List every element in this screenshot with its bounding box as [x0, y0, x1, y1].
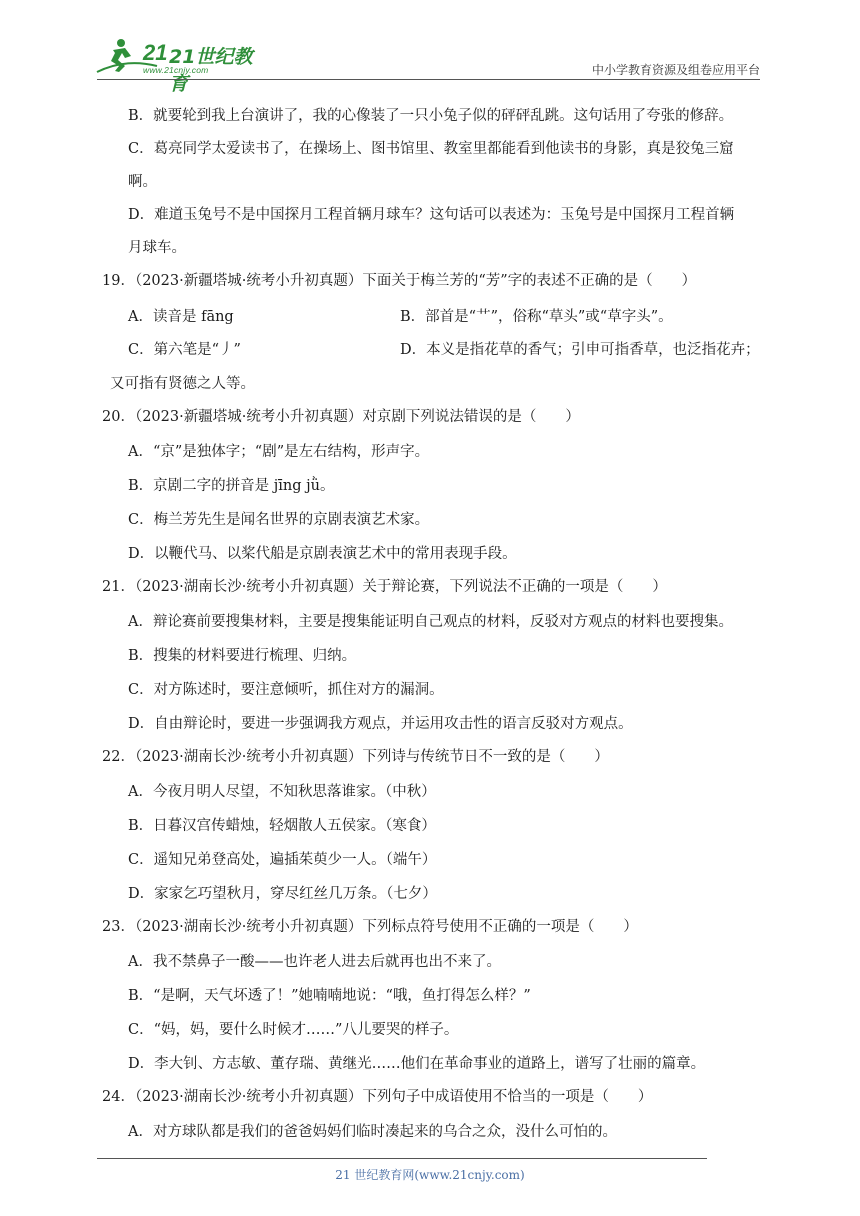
option-21b: B．搜集的材料要进行梳理、归纳。	[128, 648, 357, 664]
option-continuation: 月球车。	[128, 240, 186, 256]
option-21d: D．自由辩论时，要进一步强调我方观点，并运用攻击性的语言反驳对方观点。	[128, 716, 633, 732]
option-19b: B．部首是“艹”，俗称“草头”或“草字头”。	[400, 309, 673, 325]
option-line: D．难道玉兔号不是中国探月工程首辆月球车？这句话可以表述为：玉兔号是中国探月工程首辆	[128, 207, 735, 223]
option-22a: A．今夜月明人尽望，不知秋思落谁家。（中秋）	[128, 784, 436, 800]
page-footer[interactable]: 21 世纪教育网(www.21cnjy.com)	[335, 1168, 525, 1182]
svg-text:21: 21	[143, 40, 168, 65]
option-line: C．葛亮同学太爱读书了，在操场上、图书馆里、教室里都能看到他读书的身影，真是狡兔三窟	[128, 141, 734, 157]
logo-text: 21世纪教育	[169, 46, 253, 95]
option-23a: A．我不禁鼻子一酸——也许老人进去后就再也出不来了。	[128, 954, 501, 970]
option-19c: C．第六笔是“丿”	[128, 342, 241, 358]
page-header	[95, 34, 765, 95]
option-19d-continuation: 又可指有贤德之人等。	[110, 376, 255, 392]
option-24a: A．对方球队都是我们的爸爸妈妈们临时凑起来的乌合之众，没什么可怕的。	[128, 1124, 617, 1140]
option-19d: D．本义是指花草的香气；引申可指香草，也泛指花卉；	[400, 342, 760, 358]
question-20: 20．（2023·新疆塔城·统考小升初真题）对京剧下列说法错误的是（ ）	[102, 409, 580, 425]
option-23c: C．“妈，妈，要什么时候才……”八儿要哭的样子。	[128, 1022, 459, 1038]
logo-url: www.21cnjy.com	[143, 65, 209, 75]
question-19: 19．（2023·新疆塔城·统考小升初真题）下面关于梅兰芳的“芳”字的表述不正确的是（ ）	[102, 273, 697, 289]
option-20c: C．梅兰芳先生是闻名世界的京剧表演艺术家。	[128, 512, 430, 528]
footer-divider	[97, 1158, 707, 1159]
platform-tagline: 中小学教育资源及组卷应用平台	[591, 63, 760, 77]
option-line: B．就要轮到我上台演讲了，我的心像装了一只小兔子似的砰砰乱跳。这句话用了夸张的修辞。	[128, 108, 734, 124]
question-24: 24．（2023·湖南长沙·统考小升初真题）下列句子中成语使用不恰当的一项是（ ）	[102, 1089, 653, 1105]
option-continuation: 啊。	[128, 174, 157, 190]
option-22c: C．遥知兄弟登高处，遍插茱萸少一人。（端午）	[128, 852, 437, 868]
site-logo	[95, 36, 265, 95]
question-23: 23．（2023·湖南长沙·统考小升初真题）下列标点符号使用不正确的一项是（ ）	[102, 919, 638, 935]
option-22d: D．家家乞巧望秋月，穿尽红丝几万条。（七夕）	[128, 886, 437, 902]
option-21a: A．辩论赛前要搜集材料，主要是搜集能证明自己观点的材料，反驳对方观点的材料也要搜集。	[128, 614, 733, 630]
option-22b: B．日暮汉宫传蜡烛，轻烟散人五侯家。（寒食）	[128, 818, 436, 834]
option-20a: A．“京”是独体字；“剧”是左右结构，形声字。	[128, 444, 430, 460]
option-23b: B．“是啊，天气坏透了！”她喃喃地说：“哦，鱼打得怎么样？”	[128, 988, 531, 1004]
option-20d: D．以鞭代马、以桨代船是京剧表演艺术中的常用表现手段。	[128, 546, 517, 562]
question-21: 21．（2023·湖南长沙·统考小升初真题）关于辩论赛，下列说法不正确的一项是（ ）	[102, 579, 667, 595]
header-divider	[97, 79, 760, 80]
option-23d: D．李大钊、方志敏、董存瑞、黄继光……他们在革命事业的道路上，谱写了壮丽的篇章。	[128, 1056, 706, 1072]
option-19a: A．读音是 fāng	[128, 309, 234, 325]
option-21c: C．对方陈述时，要注意倾听，抓住对方的漏洞。	[128, 682, 444, 698]
option-20b: B．京剧二字的拼音是 jīng jǜ。	[128, 478, 335, 494]
question-22: 22．（2023·湖南长沙·统考小升初真题）下列诗与传统节日不一致的是（ ）	[102, 749, 609, 765]
